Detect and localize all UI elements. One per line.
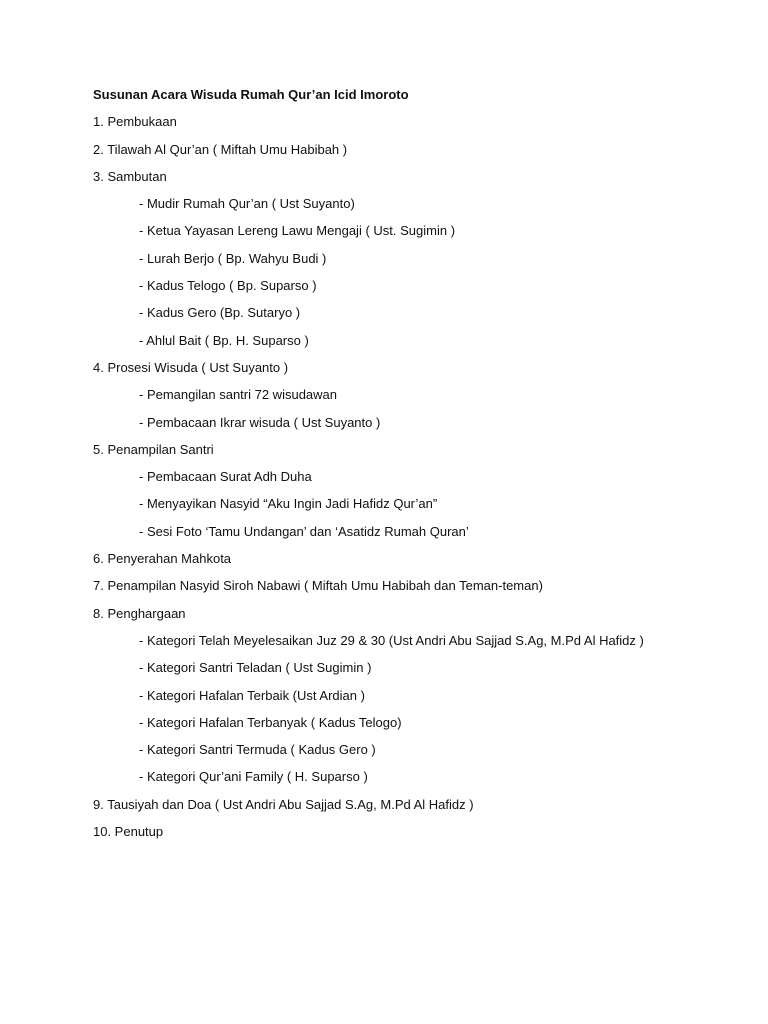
document-title: Susunan Acara Wisuda Rumah Qur’an Icid Imoroto xyxy=(93,87,409,102)
agenda-subitem: - Pembacaan Ikrar wisuda ( Ust Suyanto ) xyxy=(139,414,381,430)
agenda-subitem: - Kategori Santri Teladan ( Ust Sugimin ) xyxy=(139,660,372,676)
agenda-subitem: - Kategori Santri Termuda ( Kadus Gero ) xyxy=(139,742,376,758)
agenda-subitem: - Kadus Telogo ( Bp. Suparso ) xyxy=(139,278,317,294)
agenda-subitem: - Ahlul Bait ( Bp. H. Suparso ) xyxy=(139,332,309,348)
agenda-subitem: - Pembacaan Surat Adh Duha xyxy=(139,469,312,485)
document-body xyxy=(93,85,733,849)
agenda-item: 8. Penghargaan xyxy=(93,605,186,621)
agenda-subitem: - Kategori Hafalan Terbaik (Ust Ardian ) xyxy=(139,687,365,703)
agenda-item: 5. Penampilan Santri xyxy=(93,441,214,457)
agenda-subitem: - Kadus Gero (Bp. Sutaryo ) xyxy=(139,305,301,321)
agenda-subitem: - Lurah Berjo ( Bp. Wahyu Budi ) xyxy=(139,250,327,266)
agenda-item: 3. Sambutan xyxy=(93,168,167,184)
agenda-item: 7. Penampilan Nasyid Siroh Nabawi ( Miftah Umu Habibah dan Teman-teman) xyxy=(93,578,543,594)
agenda-subitem: - Menyayikan Nasyid “Aku Ingin Jadi Hafidz Qur’an” xyxy=(139,496,438,512)
agenda-subitem: - Sesi Foto ‘Tamu Undangan’ dan ‘Asatidz Rumah Quran’ xyxy=(139,523,469,539)
agenda-subitem: - Ketua Yayasan Lereng Lawu Mengaji ( Ust. Sugimin ) xyxy=(139,223,456,239)
agenda-subitem: - Kategori Telah Meyelesaikan Juz 29 & 30 (Ust Andri Abu Sajjad S.Ag, M.Pd Al Hafidz ) xyxy=(139,632,644,648)
agenda-item: 10. Penutup xyxy=(93,824,164,840)
agenda-list xyxy=(93,112,733,842)
agenda-subitem: - Mudir Rumah Qur’an ( Ust Suyanto) xyxy=(139,196,355,212)
agenda-subitem: - Kategori Qur’ani Family ( H. Suparso ) xyxy=(139,769,368,785)
agenda-item: 6. Penyerahan Mahkota xyxy=(93,551,232,567)
agenda-subitem: - Pemangilan santri 72 wisudawan xyxy=(139,387,337,403)
agenda-item: 1. Pembukaan xyxy=(93,114,177,130)
agenda-item: 9. Tausiyah dan Doa ( Ust Andri Abu Sajjad S.Ag, M.Pd Al Hafidz ) xyxy=(93,796,474,812)
agenda-item: 4. Prosesi Wisuda ( Ust Suyanto ) xyxy=(93,359,289,375)
agenda-item: 2. Tilawah Al Qur’an ( Miftah Umu Habibah ) xyxy=(93,141,348,157)
agenda-subitem: - Kategori Hafalan Terbanyak ( Kadus Telogo) xyxy=(139,714,402,730)
